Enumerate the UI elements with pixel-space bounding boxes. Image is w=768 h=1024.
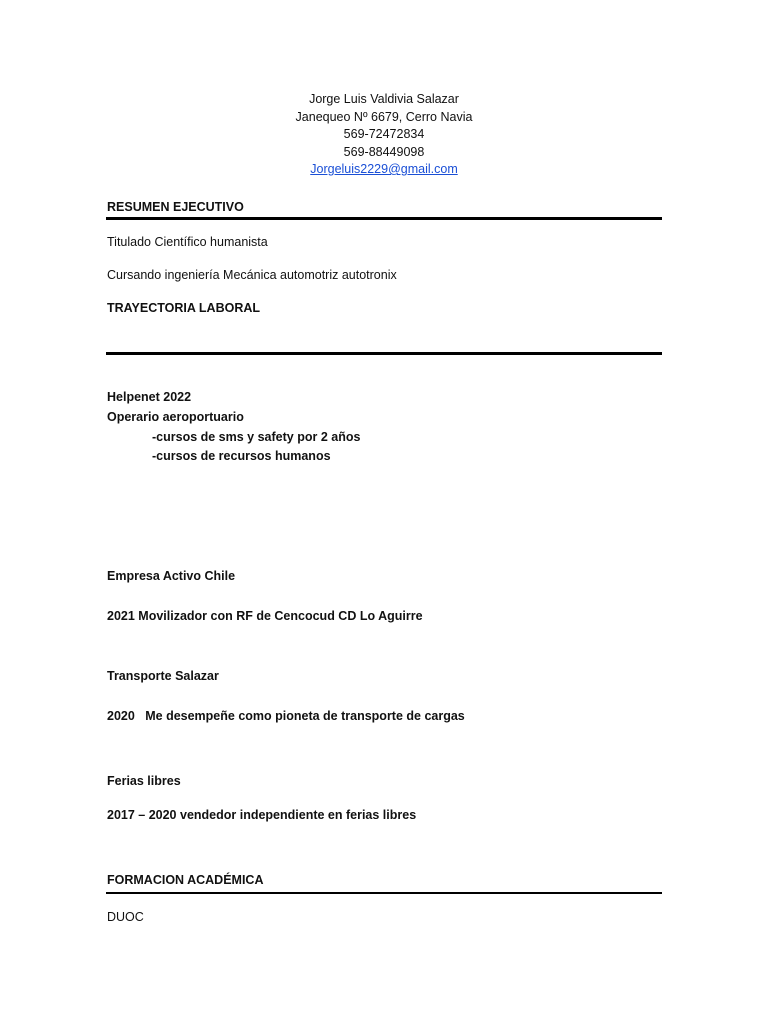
email-link[interactable]: Jorgeluis2229@gmail.com [310,162,458,176]
job-detail: 2021 Movilizador con RF de Cencocud CD Lo Aguirre [107,609,423,623]
job-detail: 2020 Me desempeñe como pioneta de transporte de cargas [107,709,465,723]
resumen-line-2: Cursando ingeniería Mecánica automotriz autotronix [107,268,397,282]
job-company: Transporte Salazar [107,669,219,683]
phone-1: 569-72472834 [343,127,425,141]
section-divider [106,352,662,355]
address: Janequeo Nº 6679, Cerro Navia [295,109,473,124]
phone-2: 569-88449098 [343,144,425,159]
job-company: Empresa Activo Chile [107,569,236,583]
section-divider [106,892,662,894]
job-bullet: -cursos de recursos humanos [152,449,331,463]
formacion-heading: FORMACION ACADÉMICA [107,873,264,887]
section-divider [106,217,662,220]
formacion-line-1: DUOC [107,910,144,924]
full-name: Jorge Luis Valdivia Salazar [309,92,459,106]
trayectoria-heading: TRAYECTORIA LABORAL [107,301,261,315]
job-role: Operario aeroportuario [107,410,244,424]
job-bullet: -cursos de sms y safety por 2 años [152,430,361,444]
contact-header [0,91,768,179]
job-company: Helpenet 2022 [107,390,192,404]
resumen-line-1: Titulado Científico humanista [107,235,268,249]
job-detail: 2017 – 2020 vendedor independiente en ferias libres [107,808,417,822]
resumen-heading: RESUMEN EJECUTIVO [107,200,244,214]
job-company: Ferias libres [107,774,181,788]
